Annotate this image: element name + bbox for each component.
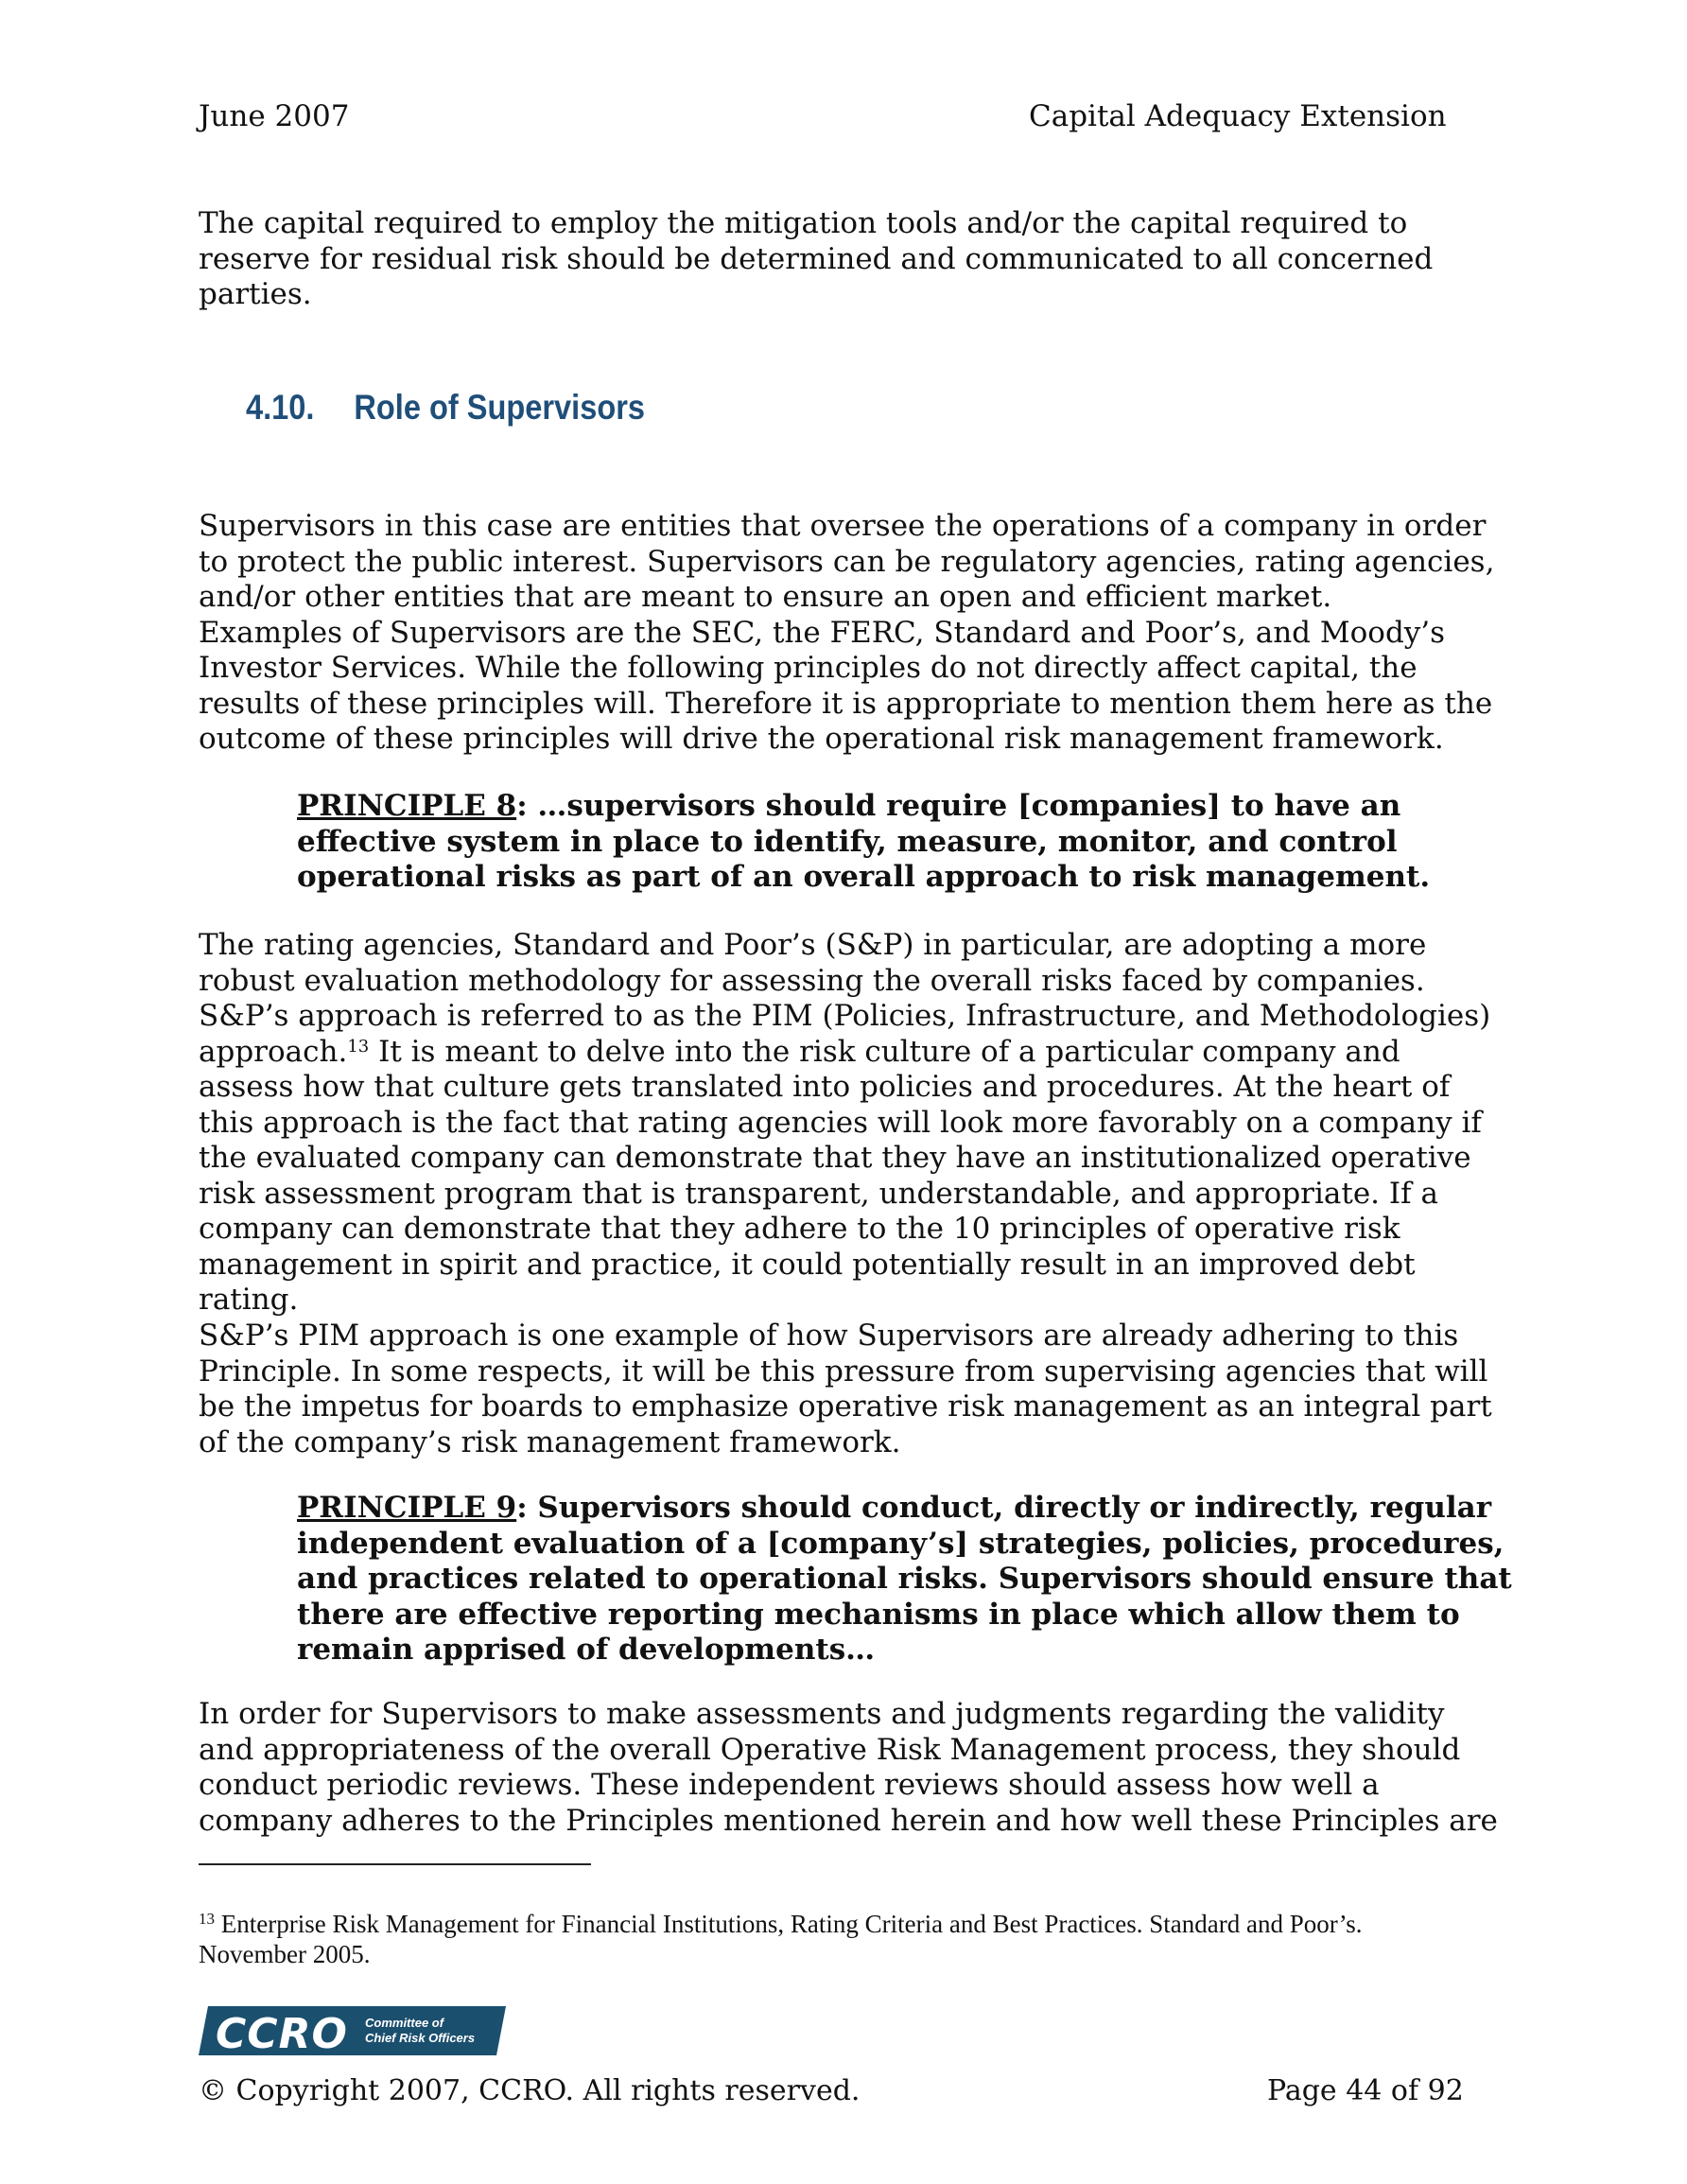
text-line: reserve for residual risk should be determined and communicated to all concerned [199, 241, 1434, 276]
text-line: and practices related to operational risks. Supervisors should ensure that [297, 1562, 1512, 1596]
text-line: Principle. In some respects, it will be this pressure from supervising agencies that will [199, 1354, 1488, 1389]
paragraph-rating-agencies [199, 928, 1490, 1319]
header-document-title: Capital Adequacy Extension [1029, 99, 1447, 133]
text-line: Supervisors in this case are entities that oversee the operations of a company in order [199, 509, 1487, 543]
text-line: company adheres to the Principles mentioned herein and how well these Principles are [199, 1803, 1498, 1838]
footnote-line: November 2005. [199, 1940, 371, 1968]
text-line: and/or other entities that are meant to ensure an open and efficient market. [199, 580, 1332, 614]
text-fragment: It is meant to delve into the risk culture of a particular company and [369, 1034, 1400, 1069]
text-line: to protect the public interest. Supervisors can be regulatory agencies, rating agencies, [199, 544, 1495, 579]
text-line: management in spirit and practice, it could potentially result in an improved debt [199, 1247, 1416, 1282]
footnote [199, 1909, 1363, 1969]
text-line: the evaluated company can demonstrate that they have an institutionalized operative [199, 1141, 1471, 1175]
text-line-with-footnote-ref [199, 1035, 1490, 1071]
text-line: Investor Services. While the following principles do not directly affect capital, the [199, 651, 1417, 685]
text-line: The capital required to employ the mitigation tools and/or the capital required to [199, 206, 1408, 240]
text-line: In order for Supervisors to make assessments and judgments regarding the validity [199, 1697, 1445, 1731]
section-title: Role of Supervisors [354, 388, 645, 427]
text-line: S&P’s PIM approach is one example of how Supervisors are already adhering to this [199, 1319, 1459, 1353]
text-line: S&P’s approach is referred to as the PIM (Policies, Infrastructure, and Methodologies) [199, 999, 1491, 1033]
text-line: operational risks as part of an overall approach to risk management. [297, 860, 1431, 894]
text-line: parties. [199, 277, 312, 311]
footer-copyright: © Copyright 2007, CCRO. All rights reserved. [199, 2074, 861, 2107]
footnote-line [199, 1909, 1363, 1939]
footnote-text: Enterprise Risk Management for Financial Institutions, Rating Criteria and Best Practices. Standard and Poor’s. [215, 1910, 1363, 1938]
principle-9-first-line [297, 1491, 1512, 1527]
text-line: independent evaluation of a [company’s] strategies, policies, procedures, [297, 1526, 1504, 1561]
header-date: June 2007 [199, 99, 350, 133]
principle-8-first-line [297, 789, 1430, 825]
footer-page-number: Page 44 of 92 [1267, 2074, 1464, 2107]
text-line: results of these principles will. Therefore it is appropriate to mention them here as the [199, 686, 1493, 721]
logo-wordmark: CCRO [216, 2010, 348, 2055]
principle-9-label: PRINCIPLE 9 [297, 1491, 517, 1525]
paragraph-supervisors [199, 509, 1494, 758]
intro-paragraph [199, 206, 1433, 313]
text-line: there are effective reporting mechanisms in place which allow them to [297, 1597, 1460, 1632]
principle-9-block [297, 1491, 1512, 1669]
text-line: assess how that culture gets translated into policies and procedures. At the heart of [199, 1070, 1451, 1104]
principle-9-text: : Supervisors should conduct, directly or indirectly, regular [516, 1491, 1492, 1525]
text-line: be the impetus for boards to emphasize operative risk management as an integral part [199, 1389, 1492, 1424]
text-line: of the company’s risk management framework. [199, 1424, 901, 1459]
footnote-reference[interactable]: 13 [347, 1036, 370, 1057]
principle-8-block [297, 789, 1430, 896]
principle-8-text: : …supervisors should require [companies] to have an [516, 789, 1401, 823]
logo-tagline-1: Committee of [365, 2016, 444, 2030]
footnote-separator [199, 1863, 591, 1865]
section-number: 4.10. [246, 388, 315, 427]
paragraph-pim-approach [199, 1319, 1492, 1460]
text-line: outcome of these principles will drive the operational risk management framework. [199, 722, 1444, 756]
logo-tagline-2: Chief Risk Officers [365, 2031, 476, 2045]
text-line: conduct periodic reviews. These independent reviews should assess how well a [199, 1768, 1380, 1802]
text-line: risk assessment program that is transparent, understandable, and appropriate. If a [199, 1176, 1438, 1211]
text-line: and appropriateness of the overall Operative Risk Management process, they should [199, 1732, 1461, 1767]
text-line: robust evaluation methodology for assessing the overall risks faced by companies. [199, 963, 1425, 998]
text-fragment: approach. [199, 1034, 348, 1069]
text-line: Examples of Supervisors are the SEC, the FERC, Standard and Poor’s, and Moody’s [199, 615, 1446, 650]
text-line: this approach is the fact that rating agencies will look more favorably on a company if [199, 1105, 1482, 1140]
paragraph-periodic-reviews [199, 1697, 1498, 1839]
text-line: remain apprised of developments… [297, 1633, 876, 1667]
footnote-marker: 13 [199, 1910, 215, 1928]
ccro-logo [199, 2006, 506, 2055]
text-line: effective system in place to identify, measure, monitor, and control [297, 824, 1398, 859]
text-line: rating. [199, 1283, 299, 1317]
text-line: company can demonstrate that they adhere to the 10 principles of operative risk [199, 1212, 1400, 1246]
principle-8-label: PRINCIPLE 8 [297, 789, 517, 823]
text-line: The rating agencies, Standard and Poor’s (S&P) in particular, are adopting a more [199, 928, 1427, 962]
